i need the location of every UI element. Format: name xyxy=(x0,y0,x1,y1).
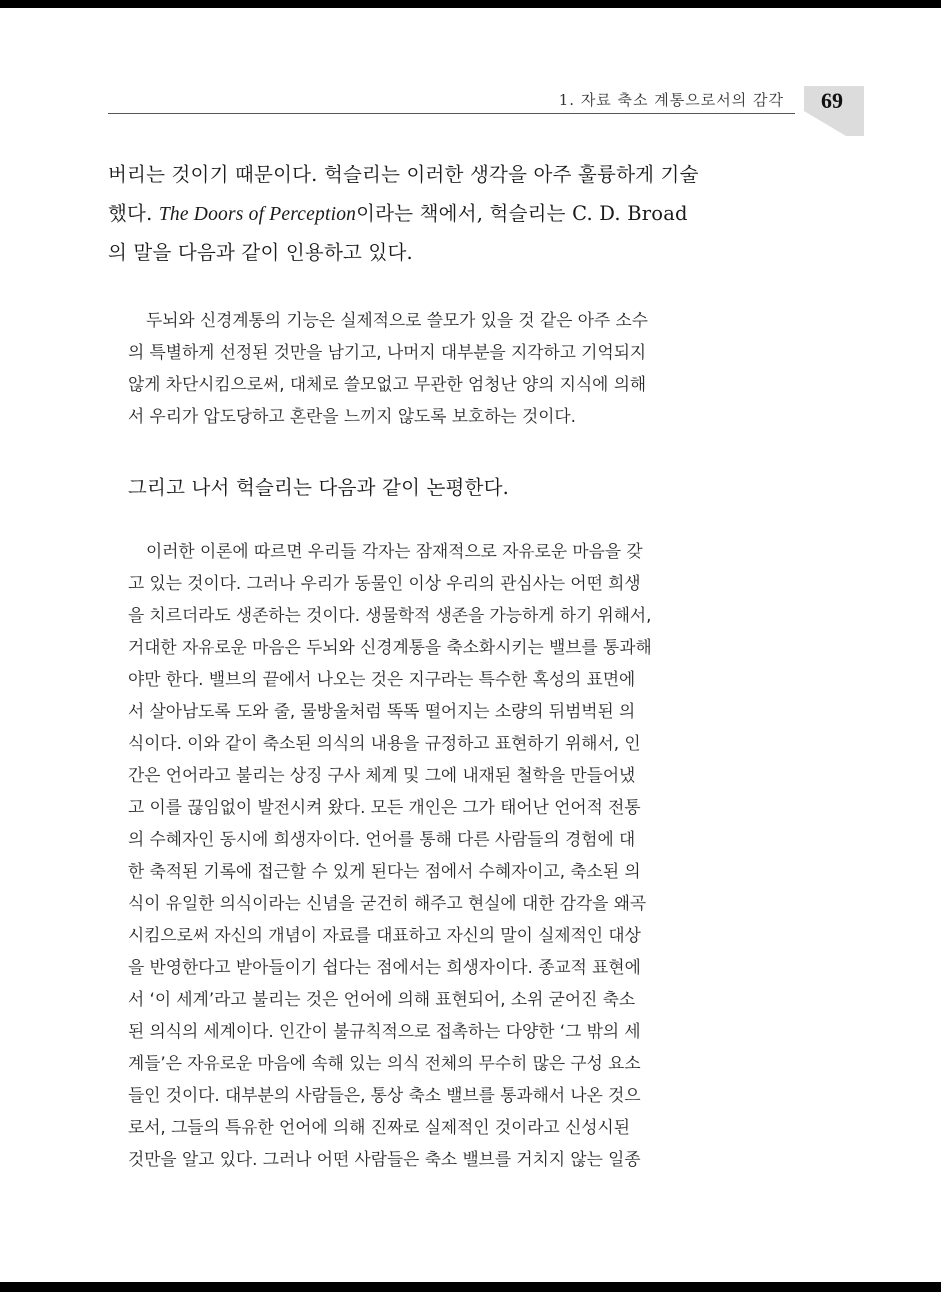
book-title: The Doors of Perception xyxy=(158,203,357,225)
quote-line: 이러한 이론에 따르면 우리들 각자는 잠재적으로 자유로운 마음을 갖 xyxy=(146,541,643,561)
running-header-title: 1. 자료 축소 계통으로서의 감각 xyxy=(558,91,784,109)
line-text: 이라는 책에서, 헉슬리는 C. D. Broad xyxy=(356,201,688,225)
block-quote-huxley xyxy=(128,535,652,1175)
paragraph-transition: 그리고 나서 헉슬리는 다음과 같이 논평한다. xyxy=(128,476,510,499)
quote-line: 된 의식의 세계이다. 인간이 불규칙적으로 접촉하는 다양한 ‘그 밖의 세 xyxy=(128,1021,641,1041)
quote-line: 한 축적된 기록에 접근할 수 있게 된다는 점에서 수혜자이고, 축소된 의 xyxy=(128,861,641,881)
quote-line: 고 있는 것이다. 그러나 우리가 동물인 이상 우리의 관심사는 어떤 희생 xyxy=(128,573,641,593)
quote-line: 들인 것이다. 대부분의 사람들은, 통상 축소 밸브를 통과해서 나온 것으 xyxy=(128,1085,641,1105)
quote-line: 의 특별하게 선정된 것만을 남기고, 나머지 대부분을 지각하고 기억되지 xyxy=(128,342,647,362)
header-rule xyxy=(108,113,795,114)
quote-line: 서 우리가 압도당하고 혼란을 느끼지 않도록 보호하는 것이다. xyxy=(128,406,576,426)
quote-line: 서 ‘이 세계’라고 불리는 것은 언어에 의해 표현되어, 소위 굳어진 축소 xyxy=(128,989,636,1009)
paragraph-intro xyxy=(108,156,699,273)
quote-line: 서 살아남도록 도와 줄, 물방울처럼 똑똑 떨어지는 소량의 뒤범벅된 의 xyxy=(128,701,636,721)
block-quote-broad xyxy=(128,304,648,432)
paragraph-line: 버리는 것이기 때문이다. 헉슬리는 이러한 생각을 아주 훌륭하게 기술 xyxy=(108,163,699,186)
paragraph-line xyxy=(108,195,699,235)
quote-line: 것만을 알고 있다. 그러나 어떤 사람들은 축소 밸브를 거치지 않는 일종 xyxy=(128,1149,641,1169)
quote-line: 야만 한다. 밸브의 끝에서 나오는 것은 지구라는 특수한 혹성의 표면에 xyxy=(128,669,636,689)
bottom-border xyxy=(0,1282,941,1292)
quote-line: 로서, 그들의 특유한 언어에 의해 진짜로 실제적인 것이라고 신성시된 xyxy=(128,1117,630,1137)
quote-line: 식이다. 이와 같이 축소된 의식의 내용을 규정하고 표현하기 위해서, 인 xyxy=(128,733,641,753)
quote-line: 두뇌와 신경계통의 기능은 실제적으로 쓸모가 있을 것 같은 아주 소수 xyxy=(146,310,648,330)
page-number: 69 xyxy=(821,88,843,113)
paragraph-line: 의 말을 다음과 같이 인용하고 있다. xyxy=(108,241,413,264)
quote-line: 고 이를 끊임없이 발전시켜 왔다. 모든 개인은 그가 태어난 언어적 전통 xyxy=(128,797,641,817)
quote-line: 의 수혜자인 동시에 희생자이다. 언어를 통해 다른 사람들의 경험에 대 xyxy=(128,829,636,849)
quote-line: 식이 유일한 의식이라는 신념을 굳건히 해주고 현실에 대한 감각을 왜곡 xyxy=(128,893,647,913)
quote-line: 을 반영한다고 받아들이기 쉽다는 점에서는 희생자이다. 종교적 표현에 xyxy=(128,957,641,977)
top-border xyxy=(0,0,941,8)
quote-line: 않게 차단시킴으로써, 대체로 쓸모없고 무관한 엄청난 양의 지식에 의해 xyxy=(128,374,647,394)
quote-line: 계들’은 자유로운 마음에 속해 있는 의식 전체의 무수히 많은 구성 요소 xyxy=(128,1053,641,1073)
quote-line: 거대한 자유로운 마음은 두뇌와 신경계통을 축소화시키는 밸브를 통과해 xyxy=(128,637,652,657)
quote-line: 간은 언어라고 불리는 상징 구사 체계 및 그에 내재된 철학을 만들어냈 xyxy=(128,765,636,785)
quote-line: 을 치르더라도 생존하는 것이다. 생물학적 생존을 가능하게 하기 위해서, xyxy=(128,605,652,625)
quote-line: 시킴으로써 자신의 개념이 자료를 대표하고 자신의 말이 실제적인 대상 xyxy=(128,925,641,945)
line-text: 했다. xyxy=(108,201,159,225)
